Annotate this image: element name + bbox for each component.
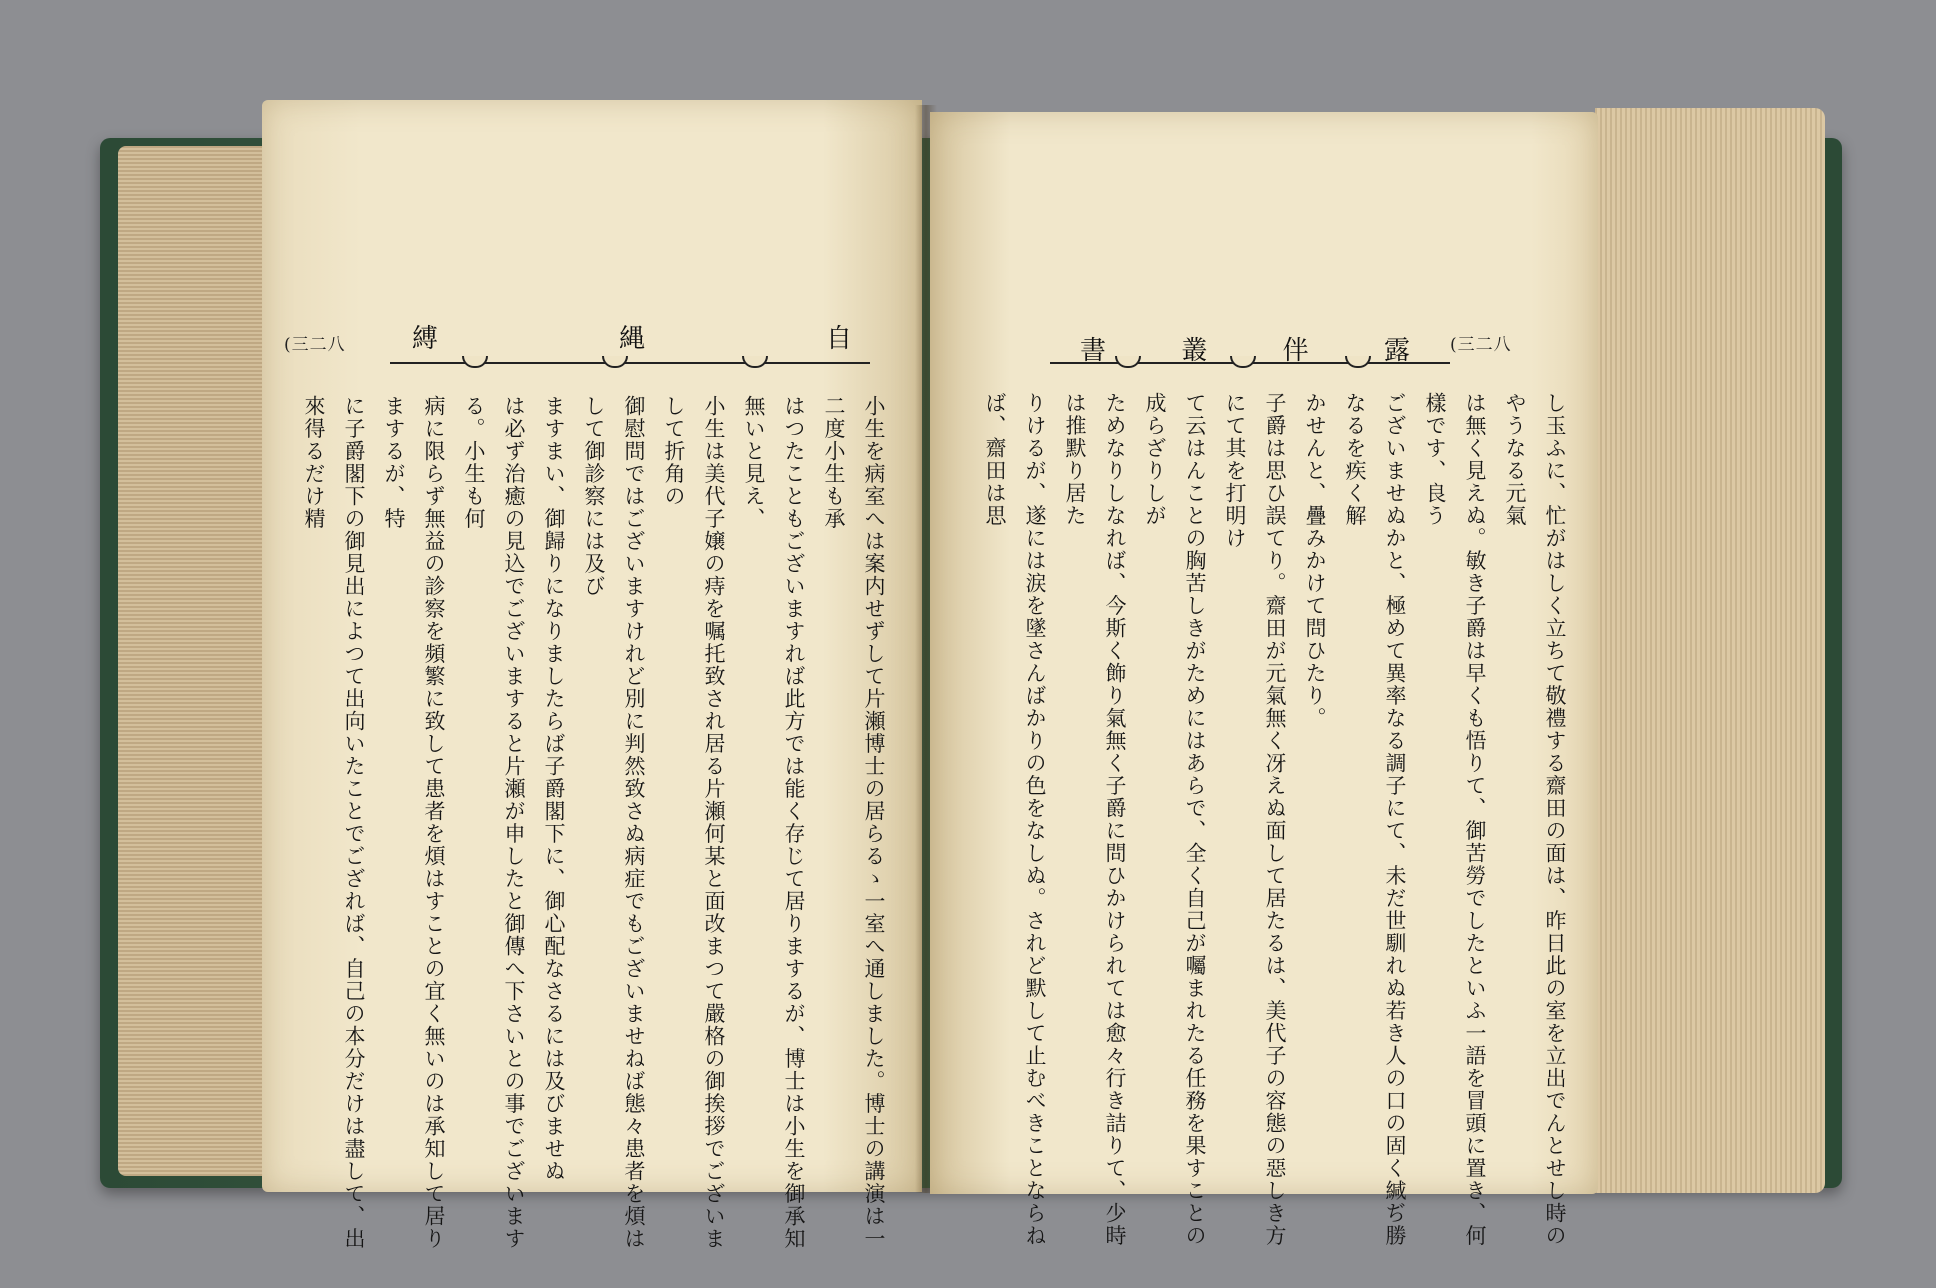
page-edges-right <box>1595 108 1825 1193</box>
text-column: し玉ふに、忙がはしく立ちて敬禮する齋田の面は、昨日此の室を立出でんとせし時のやうなる元氣 <box>1503 392 1567 1247</box>
left-body-text <box>294 395 894 1255</box>
text-column: 御慰問ではございますけれど別に判然致さぬ病症でもございませねば態々患者を煩はして御診察には及び <box>582 395 646 1250</box>
page-edges-left <box>118 146 268 1176</box>
text-column: 小生を病室へは案内せずして片瀬博士の居らるゝ一室へ通しました。博士の講演は一二度小生も承 <box>822 395 886 1250</box>
left-running-title <box>412 318 852 355</box>
left-ornament-1 <box>462 356 488 368</box>
left-page <box>262 100 922 1250</box>
text-column: ますまい、御歸りになりましたらば子爵閣下に、御心配なさるには及びませぬ <box>542 395 566 1183</box>
right-page-number: (三二八 <box>1450 335 1512 355</box>
right-page <box>930 112 1598 1247</box>
text-column: はつたこともございますれば此方では能く存じて居りまするが、博士は小生を御承知無いと見え、 <box>742 395 806 1250</box>
right-title-char-3: 伴 <box>1282 336 1309 366</box>
text-column: 子爵は思ひ誤てり。齋田が元氣無く冴えぬ面して居たるは、美代子の容態の惡しき方にて其を打明け <box>1223 392 1287 1247</box>
left-title-char-2: 縄 <box>618 324 645 354</box>
right-body-text <box>975 392 1575 1252</box>
left-title-char-3: 自 <box>825 324 852 354</box>
text-column: かせんと、疊みかけて問ひたり。 <box>1303 392 1327 730</box>
text-column: は必ず治癒の見込でございますると片瀬が申したと御傳へ下さいとの事でございまする。小生も何 <box>462 395 526 1250</box>
right-title-char-4: 露 <box>1383 336 1410 366</box>
left-title-char-1: 縛 <box>412 324 439 354</box>
text-column: りけるが、遂には涙を墜さんばかりの色をなしぬ。されど默して止むべきことならねば、齋田は思 <box>983 392 1047 1247</box>
right-title-char-1: 書 <box>1080 336 1107 366</box>
left-header-rule <box>390 362 870 364</box>
text-column: に子爵閣下の御見出によつて出向いたことでござれば、自己の本分だけは盡して、出來得るだけ精 <box>302 395 366 1250</box>
left-ornament-3 <box>742 356 768 368</box>
text-column: て云はんことの胸苦しきがためにはあらで、全く自己が囑まれたる任務を果すことの成らざりしが <box>1143 392 1207 1247</box>
text-column: 病に限らず無益の診察を頻繁に致して患者を煩はすことの宜く無いのは承知して居りまするが、特 <box>382 395 446 1250</box>
text-column: 小生は美代子嬢の痔を嘱托致され居る片瀬何某と面改まつて嚴格の御挨拶でございまして折角の <box>662 395 726 1250</box>
left-page-number: (三二八 <box>284 335 346 355</box>
text-column: は無く見えぬ。敏き子爵は早くも悟りて、御苦勞でしたといふ一語を冒頭に置き、何樣です、良う <box>1423 392 1487 1247</box>
text-column: ございませぬかと、極めて異率なる調子にて、未だ世馴れぬ若き人の口の固く緘ぢ勝なるを疾く解 <box>1343 392 1407 1247</box>
left-ornament-2 <box>602 356 628 368</box>
text-column: ためなりしなれば、今斯く飾り氣無く子爵に問ひかけられては愈々行き詰りて、少時は推默り居た <box>1063 392 1127 1247</box>
right-title-char-2: 叢 <box>1181 336 1208 366</box>
